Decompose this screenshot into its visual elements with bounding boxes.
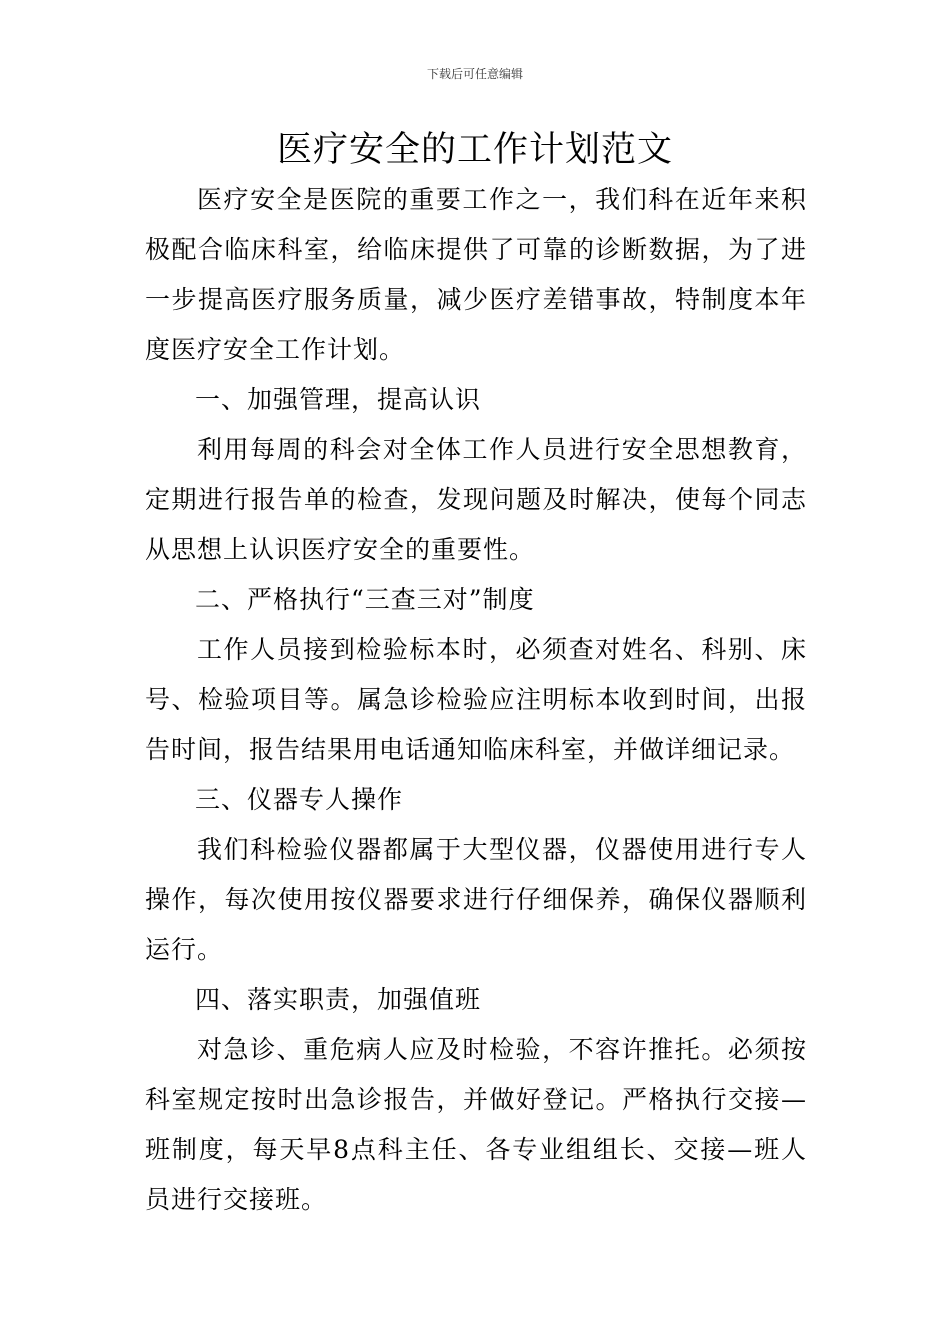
header-note: 下载后可任意编辑 bbox=[426, 67, 523, 81]
section-text-4: 对急诊、重危病人应及时检验，不容许推托。必须按科室规定按时出急诊报告，并做好登记。严格执行交接—班制度，每天早8点科主任、各专业组组长、交接—班人员进行交接班。 bbox=[145, 1035, 807, 1214]
section-heading-1: 一、加强管理，提高认识 bbox=[195, 385, 482, 414]
section-text-3: 我们科检验仪器都属于大型仪器，仪器使用进行专人操作，每次使用按仪器要求进行仔细保养，确保仪器顺利运行。 bbox=[145, 835, 807, 964]
section-text-2: 工作人员接到检验标本时，必须查对姓名、科别、床号、检验项目等。属急诊检验应注明标本收到时间，出报告时间，报告结果用电话通知临床科室，并做详细记录。 bbox=[145, 635, 807, 764]
document-title: 医疗安全的工作计划范文 bbox=[276, 130, 673, 170]
document-body bbox=[145, 175, 807, 1225]
section-heading-3: 三、仪器专人操作 bbox=[195, 785, 404, 814]
intro-paragraph: 医疗安全是医院的重要工作之一，我们科在近年来积极配合临床科室，给临床提供了可靠的诊断数据，为了进一步提高医疗服务质量，减少医疗差错事故，特制度本年度医疗安全工作计划。 bbox=[145, 185, 807, 364]
section-heading-2: 二、严格执行“三查三对”制度 bbox=[195, 585, 535, 614]
section-text-1: 利用每周的科会对全体工作人员进行安全思想教育，定期进行报告单的检查，发现问题及时解决，使每个同志从思想上认识医疗安全的重要性。 bbox=[145, 435, 807, 564]
section-heading-4: 四、落实职责，加强值班 bbox=[195, 985, 482, 1014]
